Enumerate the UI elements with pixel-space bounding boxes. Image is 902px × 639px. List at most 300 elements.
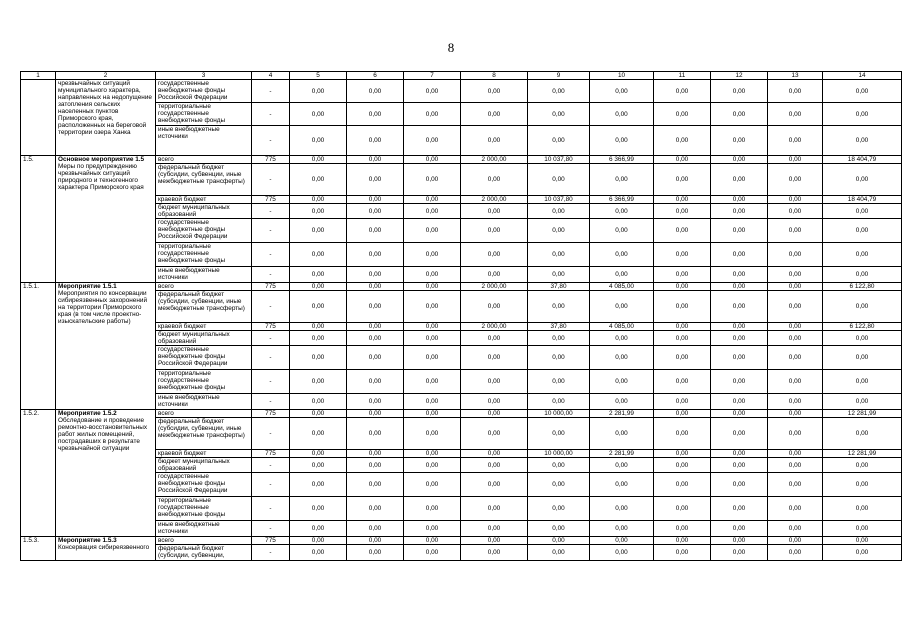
amount-cell: 10 037,80: [528, 196, 590, 204]
amount-cell: 0,00: [590, 473, 654, 497]
amount-cell: 0,00: [347, 497, 404, 521]
amount-cell: 0,00: [347, 267, 404, 283]
amount-cell: 0,00: [711, 410, 768, 418]
column-number-cell: 10: [590, 72, 654, 80]
amount-cell: 0,00: [590, 370, 654, 394]
amount-cell: 12 281,99: [823, 410, 902, 418]
funding-source-cell: территориальные государственные внебюджетные фонды: [156, 243, 252, 267]
amount-cell: 0,00: [590, 346, 654, 370]
amount-cell: 0,00: [347, 346, 404, 370]
amount-cell: 0,00: [290, 473, 347, 497]
amount-cell: 0,00: [347, 394, 404, 410]
measure-text: Мероприятия по консервации сибиреязвенных захоронений на территории Приморского края (в том числе проектно-изыскательские работы): [58, 290, 148, 325]
amount-cell: 0,00: [404, 156, 461, 164]
amount-cell: 0,00: [347, 537, 404, 545]
amount-cell: 0,00: [590, 126, 654, 156]
amount-cell: 0,00: [528, 219, 590, 243]
amount-cell: 0,00: [528, 267, 590, 283]
funding-source-cell: краевой бюджет: [156, 450, 252, 458]
amount-cell: 0,00: [654, 156, 711, 164]
amount-cell: 0,00: [290, 156, 347, 164]
amount-cell: 0,00: [347, 243, 404, 267]
amount-cell: 0,00: [654, 103, 711, 126]
amount-cell: 0,00: [590, 103, 654, 126]
measure-index-cell: 1.5.2.: [21, 410, 56, 537]
column-number-cell: 1: [21, 72, 56, 80]
amount-cell: 0,00: [590, 243, 654, 267]
table-row: [21, 283, 902, 291]
amount-cell: 0,00: [823, 80, 902, 103]
amount-cell: 0,00: [347, 219, 404, 243]
table-row: [21, 80, 902, 103]
funding-source-cell: бюджет муниципальных образований: [156, 458, 252, 473]
amount-cell: 0,00: [768, 219, 823, 243]
budget-code-cell: -: [252, 418, 290, 450]
funding-source-cell: государственные внебюджетные фонды Российской Федерации: [156, 473, 252, 497]
measure-title: Мероприятие 1.5.2: [58, 410, 117, 417]
amount-cell: 0,00: [823, 291, 902, 323]
funding-source-cell: всего: [156, 537, 252, 545]
amount-cell: 0,00: [528, 394, 590, 410]
amount-cell: 0,00: [711, 346, 768, 370]
measure-index-cell: 1.5.: [21, 156, 56, 283]
measure-text: Обследование и проведение ремонтно-восстановительных работ жилых помещений, пострадавших в результате чрезвычайной ситуации: [58, 417, 148, 452]
budget-code-cell: -: [252, 545, 290, 561]
amount-cell: 0,00: [404, 450, 461, 458]
amount-cell: 0,00: [404, 346, 461, 370]
amount-cell: 0,00: [290, 537, 347, 545]
amount-cell: 0,00: [711, 473, 768, 497]
amount-cell: 0,00: [528, 346, 590, 370]
amount-cell: 0,00: [528, 164, 590, 196]
amount-cell: 0,00: [290, 497, 347, 521]
budget-code-cell: -: [252, 164, 290, 196]
amount-cell: 0,00: [711, 497, 768, 521]
amount-cell: 0,00: [347, 521, 404, 537]
budget-code-cell: -: [252, 394, 290, 410]
amount-cell: 0,00: [711, 545, 768, 561]
funding-source-cell: иные внебюджетные источники: [156, 267, 252, 283]
measure-description-cell: [56, 537, 156, 561]
amount-cell: 0,00: [461, 537, 528, 545]
page-number: 8: [447, 40, 455, 55]
measure-text: Консервация сибиреязвенного: [58, 544, 150, 551]
amount-cell: 0,00: [768, 80, 823, 103]
amount-cell: 0,00: [711, 103, 768, 126]
budget-code-cell: -: [252, 521, 290, 537]
amount-cell: 0,00: [823, 219, 902, 243]
amount-cell: 18 404,79: [823, 196, 902, 204]
measure-description-cell: [56, 410, 156, 537]
amount-cell: 0,00: [528, 537, 590, 545]
amount-cell: 0,00: [404, 410, 461, 418]
amount-cell: 0,00: [347, 196, 404, 204]
measure-index-cell: 1.5.3.: [21, 537, 56, 561]
amount-cell: 0,00: [711, 156, 768, 164]
amount-cell: 0,00: [711, 291, 768, 323]
amount-cell: 0,00: [528, 126, 590, 156]
amount-cell: 0,00: [654, 418, 711, 450]
amount-cell: 0,00: [461, 418, 528, 450]
amount-cell: 0,00: [290, 521, 347, 537]
amount-cell: 0,00: [290, 164, 347, 196]
amount-cell: 0,00: [654, 291, 711, 323]
amount-cell: 0,00: [290, 267, 347, 283]
amount-cell: 0,00: [290, 418, 347, 450]
funding-source-cell: всего: [156, 156, 252, 164]
amount-cell: 0,00: [404, 243, 461, 267]
measure-description-cell: [56, 283, 156, 410]
amount-cell: 0,00: [290, 545, 347, 561]
funding-source-cell: иные внебюджетные источники: [156, 521, 252, 537]
budget-code-cell: -: [252, 80, 290, 103]
amount-cell: 10 037,80: [528, 156, 590, 164]
amount-cell: 0,00: [654, 219, 711, 243]
amount-cell: 0,00: [461, 394, 528, 410]
budget-code-cell: -: [252, 243, 290, 267]
amount-cell: 0,00: [290, 103, 347, 126]
amount-cell: 0,00: [528, 80, 590, 103]
amount-cell: 2 000,00: [461, 196, 528, 204]
funding-source-cell: территориальные государственные внебюджетные фонды: [156, 497, 252, 521]
amount-cell: 0,00: [528, 473, 590, 497]
amount-cell: 0,00: [347, 545, 404, 561]
measure-title: Мероприятие 1.5.3: [58, 537, 117, 544]
budget-code-cell: 775: [252, 156, 290, 164]
amount-cell: 0,00: [654, 545, 711, 561]
budget-code-cell: -: [252, 291, 290, 323]
amount-cell: 0,00: [823, 370, 902, 394]
amount-cell: 0,00: [404, 418, 461, 450]
amount-cell: 0,00: [711, 164, 768, 196]
funding-source-cell: федеральный бюджет (субсидии, субвенции, иные межбюджетные трансферты): [156, 418, 252, 450]
amount-cell: 0,00: [461, 243, 528, 267]
amount-cell: 0,00: [654, 204, 711, 219]
amount-cell: 0,00: [404, 164, 461, 196]
amount-cell: 0,00: [290, 283, 347, 291]
amount-cell: 0,00: [590, 394, 654, 410]
funding-source-cell: федеральный бюджет (субсидии, субвенции, иные межбюджетные трансферты): [156, 164, 252, 196]
amount-cell: 0,00: [823, 126, 902, 156]
amount-cell: 0,00: [768, 291, 823, 323]
amount-cell: 0,00: [404, 126, 461, 156]
amount-cell: 0,00: [290, 346, 347, 370]
amount-cell: 0,00: [823, 164, 902, 196]
amount-cell: 0,00: [461, 473, 528, 497]
amount-cell: 0,00: [823, 204, 902, 219]
amount-cell: 0,00: [768, 537, 823, 545]
amount-cell: 0,00: [528, 497, 590, 521]
amount-cell: 0,00: [347, 450, 404, 458]
amount-cell: 0,00: [461, 370, 528, 394]
column-number-cell: 13: [768, 72, 823, 80]
amount-cell: 0,00: [654, 331, 711, 346]
amount-cell: 0,00: [768, 126, 823, 156]
amount-cell: 0,00: [823, 458, 902, 473]
amount-cell: 0,00: [711, 331, 768, 346]
amount-cell: 0,00: [711, 323, 768, 331]
amount-cell: 0,00: [654, 346, 711, 370]
amount-cell: 0,00: [590, 537, 654, 545]
amount-cell: 0,00: [290, 331, 347, 346]
measure-text: чрезвычайных ситуаций муниципального характера, направленных на недопущение затопления сельских населенных пунктов Приморского края, расположенных на береговой территории озера Ханка: [58, 80, 152, 136]
amount-cell: 0,00: [711, 537, 768, 545]
amount-cell: 0,00: [654, 283, 711, 291]
amount-cell: 0,00: [823, 545, 902, 561]
amount-cell: 0,00: [654, 410, 711, 418]
funding-source-cell: иные внебюджетные источники: [156, 126, 252, 156]
amount-cell: 0,00: [823, 394, 902, 410]
amount-cell: 6 366,99: [590, 156, 654, 164]
amount-cell: 2 000,00: [461, 156, 528, 164]
amount-cell: 0,00: [711, 458, 768, 473]
amount-cell: 0,00: [711, 370, 768, 394]
amount-cell: 0,00: [711, 418, 768, 450]
amount-cell: 0,00: [768, 204, 823, 219]
column-number-cell: 14: [823, 72, 902, 80]
amount-cell: 0,00: [347, 291, 404, 323]
table-row: [21, 156, 902, 164]
budget-code-cell: 775: [252, 537, 290, 545]
amount-cell: 0,00: [768, 450, 823, 458]
column-number-cell: 3: [156, 72, 252, 80]
amount-cell: 0,00: [768, 545, 823, 561]
amount-cell: 0,00: [590, 418, 654, 450]
amount-cell: 0,00: [768, 267, 823, 283]
amount-cell: 0,00: [528, 545, 590, 561]
budget-code-cell: -: [252, 473, 290, 497]
amount-cell: 0,00: [768, 473, 823, 497]
amount-cell: 0,00: [768, 164, 823, 196]
amount-cell: 0,00: [654, 126, 711, 156]
amount-cell: 0,00: [590, 80, 654, 103]
funding-source-cell: краевой бюджет: [156, 196, 252, 204]
budget-code-cell: 775: [252, 323, 290, 331]
amount-cell: 18 404,79: [823, 156, 902, 164]
amount-cell: 0,00: [347, 458, 404, 473]
amount-cell: 0,00: [654, 243, 711, 267]
funding-source-cell: всего: [156, 410, 252, 418]
measure-description-cell: [56, 156, 156, 283]
table-row: [21, 537, 902, 545]
budget-code-cell: -: [252, 219, 290, 243]
amount-cell: 0,00: [347, 103, 404, 126]
amount-cell: 0,00: [404, 204, 461, 219]
budget-table: [20, 71, 902, 561]
amount-cell: 0,00: [768, 196, 823, 204]
amount-cell: 2 281,99: [590, 410, 654, 418]
amount-cell: 0,00: [654, 80, 711, 103]
amount-cell: 37,80: [528, 323, 590, 331]
amount-cell: 0,00: [654, 497, 711, 521]
amount-cell: 0,00: [404, 103, 461, 126]
amount-cell: 0,00: [461, 219, 528, 243]
column-number-cell: 4: [252, 72, 290, 80]
amount-cell: 0,00: [347, 331, 404, 346]
amount-cell: 0,00: [461, 331, 528, 346]
amount-cell: 0,00: [347, 156, 404, 164]
amount-cell: 0,00: [654, 196, 711, 204]
funding-source-cell: территориальные государственные внебюджетные фонды: [156, 103, 252, 126]
funding-source-cell: государственные внебюджетные фонды Российской Федерации: [156, 219, 252, 243]
column-number-cell: 9: [528, 72, 590, 80]
amount-cell: 0,00: [590, 331, 654, 346]
amount-cell: 37,80: [528, 283, 590, 291]
amount-cell: 0,00: [528, 243, 590, 267]
amount-cell: 0,00: [590, 164, 654, 196]
funding-source-cell: иные внебюджетные источники: [156, 394, 252, 410]
amount-cell: 0,00: [404, 537, 461, 545]
amount-cell: 0,00: [711, 267, 768, 283]
funding-source-cell: государственные внебюджетные фонды Российской Федерации: [156, 80, 252, 103]
amount-cell: 0,00: [590, 267, 654, 283]
amount-cell: 0,00: [654, 370, 711, 394]
amount-cell: 0,00: [654, 458, 711, 473]
amount-cell: 0,00: [711, 80, 768, 103]
amount-cell: 0,00: [711, 283, 768, 291]
amount-cell: 0,00: [404, 473, 461, 497]
column-number-cell: 11: [654, 72, 711, 80]
amount-cell: 0,00: [461, 450, 528, 458]
amount-cell: 0,00: [823, 497, 902, 521]
amount-cell: 2 281,99: [590, 450, 654, 458]
amount-cell: 0,00: [461, 126, 528, 156]
amount-cell: 0,00: [290, 323, 347, 331]
budget-code-cell: -: [252, 331, 290, 346]
column-number-cell: 5: [290, 72, 347, 80]
amount-cell: 0,00: [290, 410, 347, 418]
amount-cell: 0,00: [461, 103, 528, 126]
amount-cell: 0,00: [711, 219, 768, 243]
amount-cell: 0,00: [461, 80, 528, 103]
amount-cell: 0,00: [654, 473, 711, 497]
amount-cell: 2 000,00: [461, 283, 528, 291]
funding-source-cell: краевой бюджет: [156, 323, 252, 331]
amount-cell: 0,00: [461, 458, 528, 473]
amount-cell: 10 000,00: [528, 410, 590, 418]
amount-cell: 0,00: [823, 267, 902, 283]
column-number-cell: 12: [711, 72, 768, 80]
amount-cell: 0,00: [290, 458, 347, 473]
amount-cell: 0,00: [711, 243, 768, 267]
amount-cell: 0,00: [347, 418, 404, 450]
amount-cell: 0,00: [768, 458, 823, 473]
amount-cell: 0,00: [768, 331, 823, 346]
amount-cell: 0,00: [404, 219, 461, 243]
budget-code-cell: -: [252, 267, 290, 283]
measure-index-cell: [21, 80, 56, 156]
amount-cell: 0,00: [404, 521, 461, 537]
amount-cell: 0,00: [461, 204, 528, 219]
amount-cell: 0,00: [347, 473, 404, 497]
amount-cell: 0,00: [823, 346, 902, 370]
amount-cell: 0,00: [404, 283, 461, 291]
amount-cell: 0,00: [404, 545, 461, 561]
amount-cell: 0,00: [404, 323, 461, 331]
amount-cell: 6 122,80: [823, 323, 902, 331]
column-number-cell: 2: [56, 72, 156, 80]
budget-code-cell: 775: [252, 196, 290, 204]
measure-title: Основное мероприятие 1.5: [58, 156, 145, 163]
amount-cell: 0,00: [404, 80, 461, 103]
amount-cell: 12 281,99: [823, 450, 902, 458]
amount-cell: 0,00: [347, 283, 404, 291]
amount-cell: 0,00: [347, 370, 404, 394]
amount-cell: 0,00: [768, 156, 823, 164]
amount-cell: 0,00: [404, 331, 461, 346]
amount-cell: 0,00: [590, 219, 654, 243]
amount-cell: 0,00: [528, 204, 590, 219]
funding-source-cell: федеральный бюджет (субсидии, субвенции,: [156, 545, 252, 561]
funding-source-cell: бюджет муниципальных образований: [156, 331, 252, 346]
amount-cell: 0,00: [290, 204, 347, 219]
table-row: [21, 410, 902, 418]
amount-cell: 4 085,00: [590, 283, 654, 291]
amount-cell: 0,00: [290, 450, 347, 458]
amount-cell: 0,00: [461, 497, 528, 521]
amount-cell: 0,00: [290, 370, 347, 394]
column-number-row: [21, 72, 902, 80]
amount-cell: 0,00: [290, 80, 347, 103]
amount-cell: 0,00: [711, 521, 768, 537]
amount-cell: 0,00: [528, 418, 590, 450]
amount-cell: 0,00: [654, 537, 711, 545]
budget-code-cell: -: [252, 346, 290, 370]
amount-cell: 0,00: [590, 204, 654, 219]
amount-cell: 0,00: [290, 126, 347, 156]
amount-cell: 0,00: [347, 410, 404, 418]
amount-cell: 0,00: [461, 410, 528, 418]
budget-code-cell: -: [252, 204, 290, 219]
amount-cell: 0,00: [347, 80, 404, 103]
column-number-cell: 8: [461, 72, 528, 80]
amount-cell: 6 366,99: [590, 196, 654, 204]
amount-cell: 0,00: [461, 545, 528, 561]
funding-source-cell: всего: [156, 283, 252, 291]
amount-cell: 0,00: [823, 521, 902, 537]
amount-cell: 0,00: [768, 394, 823, 410]
amount-cell: 0,00: [461, 267, 528, 283]
amount-cell: 0,00: [823, 243, 902, 267]
amount-cell: 0,00: [590, 545, 654, 561]
amount-cell: 0,00: [404, 497, 461, 521]
amount-cell: 0,00: [768, 243, 823, 267]
amount-cell: 0,00: [290, 243, 347, 267]
amount-cell: 0,00: [528, 331, 590, 346]
amount-cell: 0,00: [290, 196, 347, 204]
budget-code-cell: 775: [252, 410, 290, 418]
amount-cell: 0,00: [290, 394, 347, 410]
amount-cell: 0,00: [347, 126, 404, 156]
funding-source-cell: федеральный бюджет (субсидии, субвенции, иные межбюджетные трансферты): [156, 291, 252, 323]
funding-source-cell: государственные внебюджетные фонды Российской Федерации: [156, 346, 252, 370]
amount-cell: 0,00: [654, 323, 711, 331]
amount-cell: 0,00: [654, 164, 711, 196]
amount-cell: 0,00: [290, 291, 347, 323]
amount-cell: 0,00: [823, 537, 902, 545]
amount-cell: 0,00: [768, 283, 823, 291]
amount-cell: 0,00: [768, 497, 823, 521]
measure-title: Мероприятие 1.5.1: [58, 283, 117, 290]
amount-cell: 10 000,00: [528, 450, 590, 458]
amount-cell: 0,00: [404, 458, 461, 473]
amount-cell: 0,00: [768, 103, 823, 126]
amount-cell: 0,00: [654, 394, 711, 410]
amount-cell: 0,00: [823, 418, 902, 450]
amount-cell: 0,00: [404, 394, 461, 410]
measure-text: Меры по предупреждению чрезвычайных ситуаций природного и техногенного характера Приморского края: [58, 163, 144, 191]
amount-cell: 0,00: [461, 521, 528, 537]
